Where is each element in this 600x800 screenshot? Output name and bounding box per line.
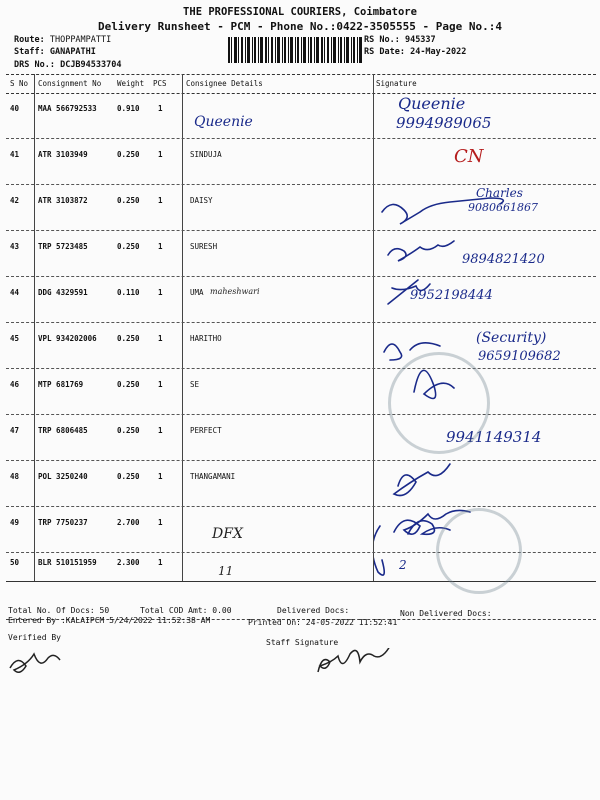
- row-pcs: 1: [158, 380, 163, 389]
- row-pcs: 1: [158, 334, 163, 343]
- col-signature: Signature: [376, 79, 417, 88]
- signature-text: 9952198444: [410, 288, 493, 303]
- col-consignment: Consignment No: [38, 79, 102, 88]
- row-weight: 2.700: [117, 518, 140, 527]
- rs-no-line: [364, 35, 436, 45]
- row-sno: 46: [10, 380, 20, 389]
- col-consignee: Consignee Details: [186, 79, 263, 88]
- row-consignment: ATR 3103872: [38, 196, 88, 205]
- row-pcs: 1: [158, 426, 163, 435]
- rs-no-value: 945337: [404, 35, 436, 45]
- signature-text: 9659109682: [478, 349, 561, 364]
- row-sno: 41: [10, 150, 20, 159]
- row-weight: 0.250: [117, 150, 140, 159]
- rs-date-line: [364, 47, 466, 57]
- signature-text: 9994989065: [396, 114, 492, 132]
- staff-value: GANAPATHI: [49, 47, 96, 57]
- signature-text: 9941149314: [446, 428, 542, 446]
- route-label: Route:: [14, 35, 45, 45]
- signature-stroke: [388, 241, 454, 261]
- entered-by: Entered By :KALAIPCM 5/24/2022 11:52:38 AM: [8, 616, 211, 625]
- row-weight: 0.910: [117, 104, 140, 113]
- handwritten-name: 11: [218, 564, 234, 578]
- row-consignee: HARITHO: [190, 334, 222, 343]
- route-line: [14, 35, 111, 45]
- row-consignment: BLR 510151959: [38, 558, 97, 567]
- rs-date-value: 24-May-2022: [410, 47, 467, 57]
- rs-date-label: RS Date:: [364, 47, 405, 57]
- signature-stroke: [394, 464, 450, 496]
- courier-title: THE PROFESSIONAL COURIERS, Coimbatore: [183, 6, 417, 18]
- row-weight: 2.300: [117, 558, 140, 567]
- staff-line: [14, 47, 96, 57]
- signature-text: 2: [399, 558, 407, 572]
- handwritten-name: maheshwari: [210, 287, 260, 296]
- courier-stamp-seal: [388, 352, 490, 454]
- signature-text: Queenie: [398, 94, 466, 113]
- signature-stroke: [382, 198, 503, 224]
- delivered-docs: Delivered Docs:: [277, 606, 350, 615]
- row-sno: 44: [10, 288, 20, 297]
- row-pcs: 1: [158, 518, 163, 527]
- row-consignee: SE: [190, 380, 200, 389]
- row-weight: 0.250: [117, 472, 140, 481]
- row-sno: 49: [10, 518, 20, 527]
- total-cod: Total COD Amt: 0.00: [140, 606, 232, 615]
- row-consignee: UMA: [190, 288, 204, 297]
- rs-no-label: RS No.:: [364, 35, 400, 45]
- row-consignment: VPL 934202006: [38, 334, 97, 343]
- row-weight: 0.110: [117, 288, 140, 297]
- courier-stamp-seal: [436, 508, 522, 594]
- row-pcs: 1: [158, 150, 163, 159]
- row-weight: 0.250: [117, 242, 140, 251]
- signature-text: Charles: [476, 186, 523, 200]
- drs-line: [14, 60, 122, 70]
- row-sno: 40: [10, 104, 20, 113]
- barcode-image: [228, 37, 362, 63]
- row-weight: 0.250: [117, 196, 140, 205]
- signature-stroke: [374, 526, 384, 575]
- row-sno: 43: [10, 242, 20, 251]
- row-consignee: PERFECT: [190, 426, 222, 435]
- col-sno: S No: [10, 79, 29, 88]
- route-value: THOPPAMPATTI: [49, 35, 112, 45]
- row-consignment: ATR 3103949: [38, 150, 88, 159]
- row-consignment: TRP 6806485: [38, 426, 88, 435]
- row-consignment: TRP 7750237: [38, 518, 88, 527]
- row-weight: 0.250: [117, 380, 140, 389]
- signature-text: CN: [454, 146, 484, 167]
- printed-on: Printed On: 24-05-2022 11:52:41: [248, 618, 398, 627]
- row-sno: 50: [10, 558, 20, 567]
- row-pcs: 1: [158, 104, 163, 113]
- col-pcs: PCS: [153, 79, 167, 88]
- signature-stroke: [388, 280, 430, 304]
- row-pcs: 1: [158, 558, 163, 567]
- verifier-signature-stroke: [6, 648, 66, 678]
- row-consignee: SINDUJA: [190, 150, 222, 159]
- non-delivered-docs: Non Delivered Docs:: [400, 609, 492, 618]
- drs-value: DCJB94533704: [60, 60, 122, 70]
- table-header: [6, 74, 596, 94]
- row-sno: 48: [10, 472, 20, 481]
- row-pcs: 1: [158, 288, 163, 297]
- staff-label: Staff:: [14, 47, 45, 57]
- row-consignment: DDG 4329591: [38, 288, 88, 297]
- signature-text: 9080661867: [468, 201, 538, 214]
- handwritten-name: Queenie: [194, 114, 253, 130]
- row-pcs: 1: [158, 242, 163, 251]
- row-consignment: MTP 681769: [38, 380, 84, 389]
- row-sno: 42: [10, 196, 20, 205]
- col-weight: Weight: [117, 79, 145, 88]
- row-sno: 47: [10, 426, 20, 435]
- staff-signature-label: Staff Signature: [266, 638, 339, 647]
- row-consignee: SURESH: [190, 242, 218, 251]
- row-consignment: TRP 5723485: [38, 242, 88, 251]
- row-sno: 45: [10, 334, 20, 343]
- signature-text: 9894821420: [462, 252, 545, 267]
- handwritten-name: DFX: [212, 526, 243, 542]
- row-consignee: DAISY: [190, 196, 213, 205]
- row-weight: 0.250: [117, 334, 140, 343]
- row-pcs: 1: [158, 472, 163, 481]
- row-weight: 0.250: [117, 426, 140, 435]
- signature-text: (Security): [476, 330, 547, 346]
- row-consignment: POL 3250240: [38, 472, 88, 481]
- total-docs: Total No. Of Docs: 50: [8, 606, 110, 615]
- row-pcs: 1: [158, 196, 163, 205]
- verified-by-label: Verified By: [8, 633, 61, 642]
- runsheet-subtitle: Delivery Runsheet - PCM - Phone No.:0422-3505555 - Page No.:4: [98, 20, 502, 33]
- staff-signature-stroke: [314, 648, 394, 680]
- drs-label: DRS No.:: [14, 60, 55, 70]
- row-consignment: MAA 566792533: [38, 104, 97, 113]
- row-consignee: THANGAMANI: [190, 472, 236, 481]
